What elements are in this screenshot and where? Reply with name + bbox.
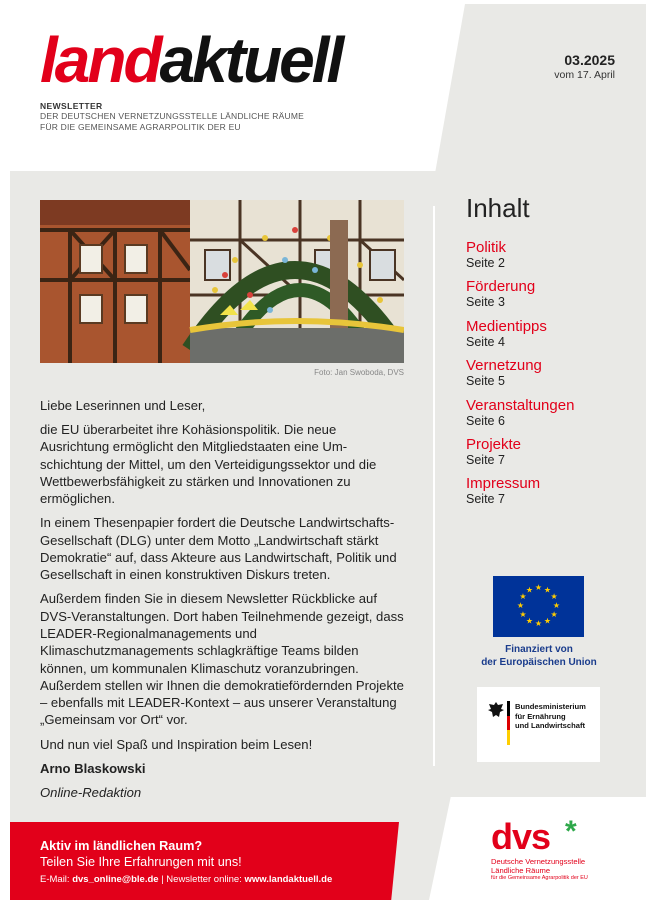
dvs-name-line: Deutsche Vernetzungsstelle <box>491 857 586 866</box>
toc-item-label[interactable]: Impressum <box>466 475 541 493</box>
toc-item-page: Seite 7 <box>466 492 505 507</box>
eu-text-line: Finanziert von <box>505 644 573 655</box>
toc-item-page: Seite 6 <box>466 413 505 428</box>
dvs-name <box>491 857 585 875</box>
bmel-name <box>515 702 586 731</box>
banner-contact-line <box>40 874 332 885</box>
toc-item-veranstaltungen[interactable] <box>466 397 574 436</box>
toc-item-page: Seite 4 <box>466 334 505 349</box>
toc-item-label[interactable]: Politik <box>466 239 507 256</box>
toc-item-projekte[interactable] <box>466 436 574 475</box>
svg-text:★: ★ <box>543 585 552 595</box>
letter-paragraph: Außerdem finden Sie in diesem Newsletter Rückblicke auf DVS-Veranstaltungen. Dort haben Teilnehmende gezeigt, dass LEADER-Regionalmanagements und Klimaschutzmanagements schlagkräftige Teams bilden können, um kommunalen Klimaschutz voranzubringen. Außerdem stellen wir Ihnen die demokratiefördernden Projekte – ebenfalls mit LEADER-Kontext – aus unserer Veranstaltung „Gemeinsam vor Ort“ vor. <box>40 591 404 728</box>
easter-fountain-photo <box>40 200 404 363</box>
separator: | <box>161 874 164 885</box>
federal-eagle-icon <box>488 701 504 724</box>
photo-credit: Foto: Jan Swoboda, DVS <box>314 368 404 377</box>
greeting: Liebe Leserinnen und Leser, <box>40 398 206 413</box>
toc-item-label[interactable]: Veranstaltungen <box>466 396 575 414</box>
dvs-name-line: Ländliche Räume <box>491 866 551 875</box>
eu-stars-icon <box>493 576 584 637</box>
toc-item-page: Seite 7 <box>466 452 505 467</box>
toc-item-politik[interactable] <box>466 239 574 278</box>
logo-land: land <box>40 24 160 96</box>
photo-illustration <box>40 200 404 363</box>
svg-text:★: ★ <box>552 601 561 610</box>
toc-item-label[interactable]: Projekte <box>466 435 522 453</box>
toc-item-foerderung[interactable] <box>466 278 574 317</box>
svg-text:★: ★ <box>550 610 558 619</box>
eu-funding-text <box>470 644 608 669</box>
newsletter-page <box>10 4 646 900</box>
newsletter-label: NEWSLETTER <box>40 101 103 111</box>
toc-item-label[interactable]: Förderung <box>466 278 536 296</box>
letter-paragraph: Und nun viel Spaß und Inspiration beim Lesen! <box>40 736 313 752</box>
author-name: Arno Blaskowski <box>40 760 146 776</box>
svg-text:★: ★ <box>525 585 534 595</box>
svg-text:★: ★ <box>543 616 552 626</box>
toc-title: Inhalt <box>466 193 530 223</box>
eagle-shape <box>488 701 504 719</box>
landaktuell-logo[interactable] <box>40 22 341 98</box>
bmel-logo <box>477 687 600 762</box>
column-divider <box>433 206 435 766</box>
subtitle-line: FÜR DIE GEMEINSAME AGRARPOLITIK DER EU <box>40 122 241 132</box>
svg-text:★: ★ <box>516 601 525 610</box>
banner-subtitle: Teilen Sie Ihre Erfahrungen mit uns! <box>40 855 242 869</box>
flag-stripes <box>507 701 510 745</box>
toc-item-label[interactable]: Vernetzung <box>466 357 542 375</box>
toc-item-page: Seite 2 <box>466 256 505 270</box>
svg-text:★: ★ <box>519 592 527 601</box>
issue-number: 03.2025 <box>564 52 615 68</box>
svg-text:★: ★ <box>519 610 527 619</box>
svg-text:★: ★ <box>534 619 543 628</box>
issue-date: vom 17. April <box>554 69 615 81</box>
toc-item-page: Seite 3 <box>466 295 505 310</box>
newsletter-subtitle <box>40 111 304 133</box>
editorial-letter <box>40 397 404 808</box>
letter-paragraph: In einem Thesenpapier fordert die Deutsche Landwirtschafts-Gesellschaft (DLG) unter dem Motto „Landwirtschaft stärkt Demokratie“ auf, dass Akteure aus Landwirtschaft, Politik und Gesellschaft in einen konstruktiven Diskurs treten. <box>40 515 397 583</box>
dvs-star-icon: * <box>565 815 577 848</box>
website-link[interactable]: www.landaktuell.de <box>244 874 333 885</box>
subtitle-line: DER DEUTSCHEN VERNETZUNGSSTELLE LÄNDLICHE RÄUME <box>40 111 304 121</box>
author-role: Online-Redaktion <box>40 784 142 800</box>
table-of-contents <box>466 239 574 515</box>
svg-text:★: ★ <box>534 583 543 592</box>
web-label: Newsletter online: <box>166 874 242 885</box>
toc-item-impressum[interactable] <box>466 475 574 514</box>
svg-text:★: ★ <box>525 616 534 626</box>
dvs-logo[interactable]: dvs <box>491 816 551 857</box>
toc-item-vernetzung[interactable] <box>466 357 574 396</box>
banner-title: Aktiv im ländlichen Raum? <box>40 839 203 853</box>
eu-text-line: der Europäischen Union <box>481 656 597 668</box>
logo-aktuell: aktuell <box>159 24 342 96</box>
letter-paragraph: die EU überarbeitet ihre Kohäsionspolitik. Die neue Ausrichtung ermöglicht den Mitgliedstaaten eine Umschichtung der Mittel, um den Verteidigungssektor und die Wettbewerbsfähigkeit zu stärken und Innovationen zu ermöglichen. <box>40 422 377 507</box>
toc-item-medientipps[interactable] <box>466 318 574 357</box>
toc-item-page: Seite 5 <box>466 374 505 389</box>
svg-text:★: ★ <box>550 592 558 601</box>
dvs-tagline: für die Gemeinsame Agrarpolitik der EU <box>491 875 588 881</box>
bmel-line: und Landwirtschaft <box>515 721 586 730</box>
german-flag-bar-icon <box>507 701 510 745</box>
email-label: E-Mail: <box>40 874 70 885</box>
bmel-line: Bundesministerium <box>515 702 586 711</box>
bmel-line: für Ernährung <box>515 711 566 721</box>
email-link[interactable]: dvs_online@ble.de <box>72 874 159 885</box>
toc-item-label[interactable]: Medientipps <box>466 317 547 335</box>
eu-flag-icon <box>493 576 584 637</box>
